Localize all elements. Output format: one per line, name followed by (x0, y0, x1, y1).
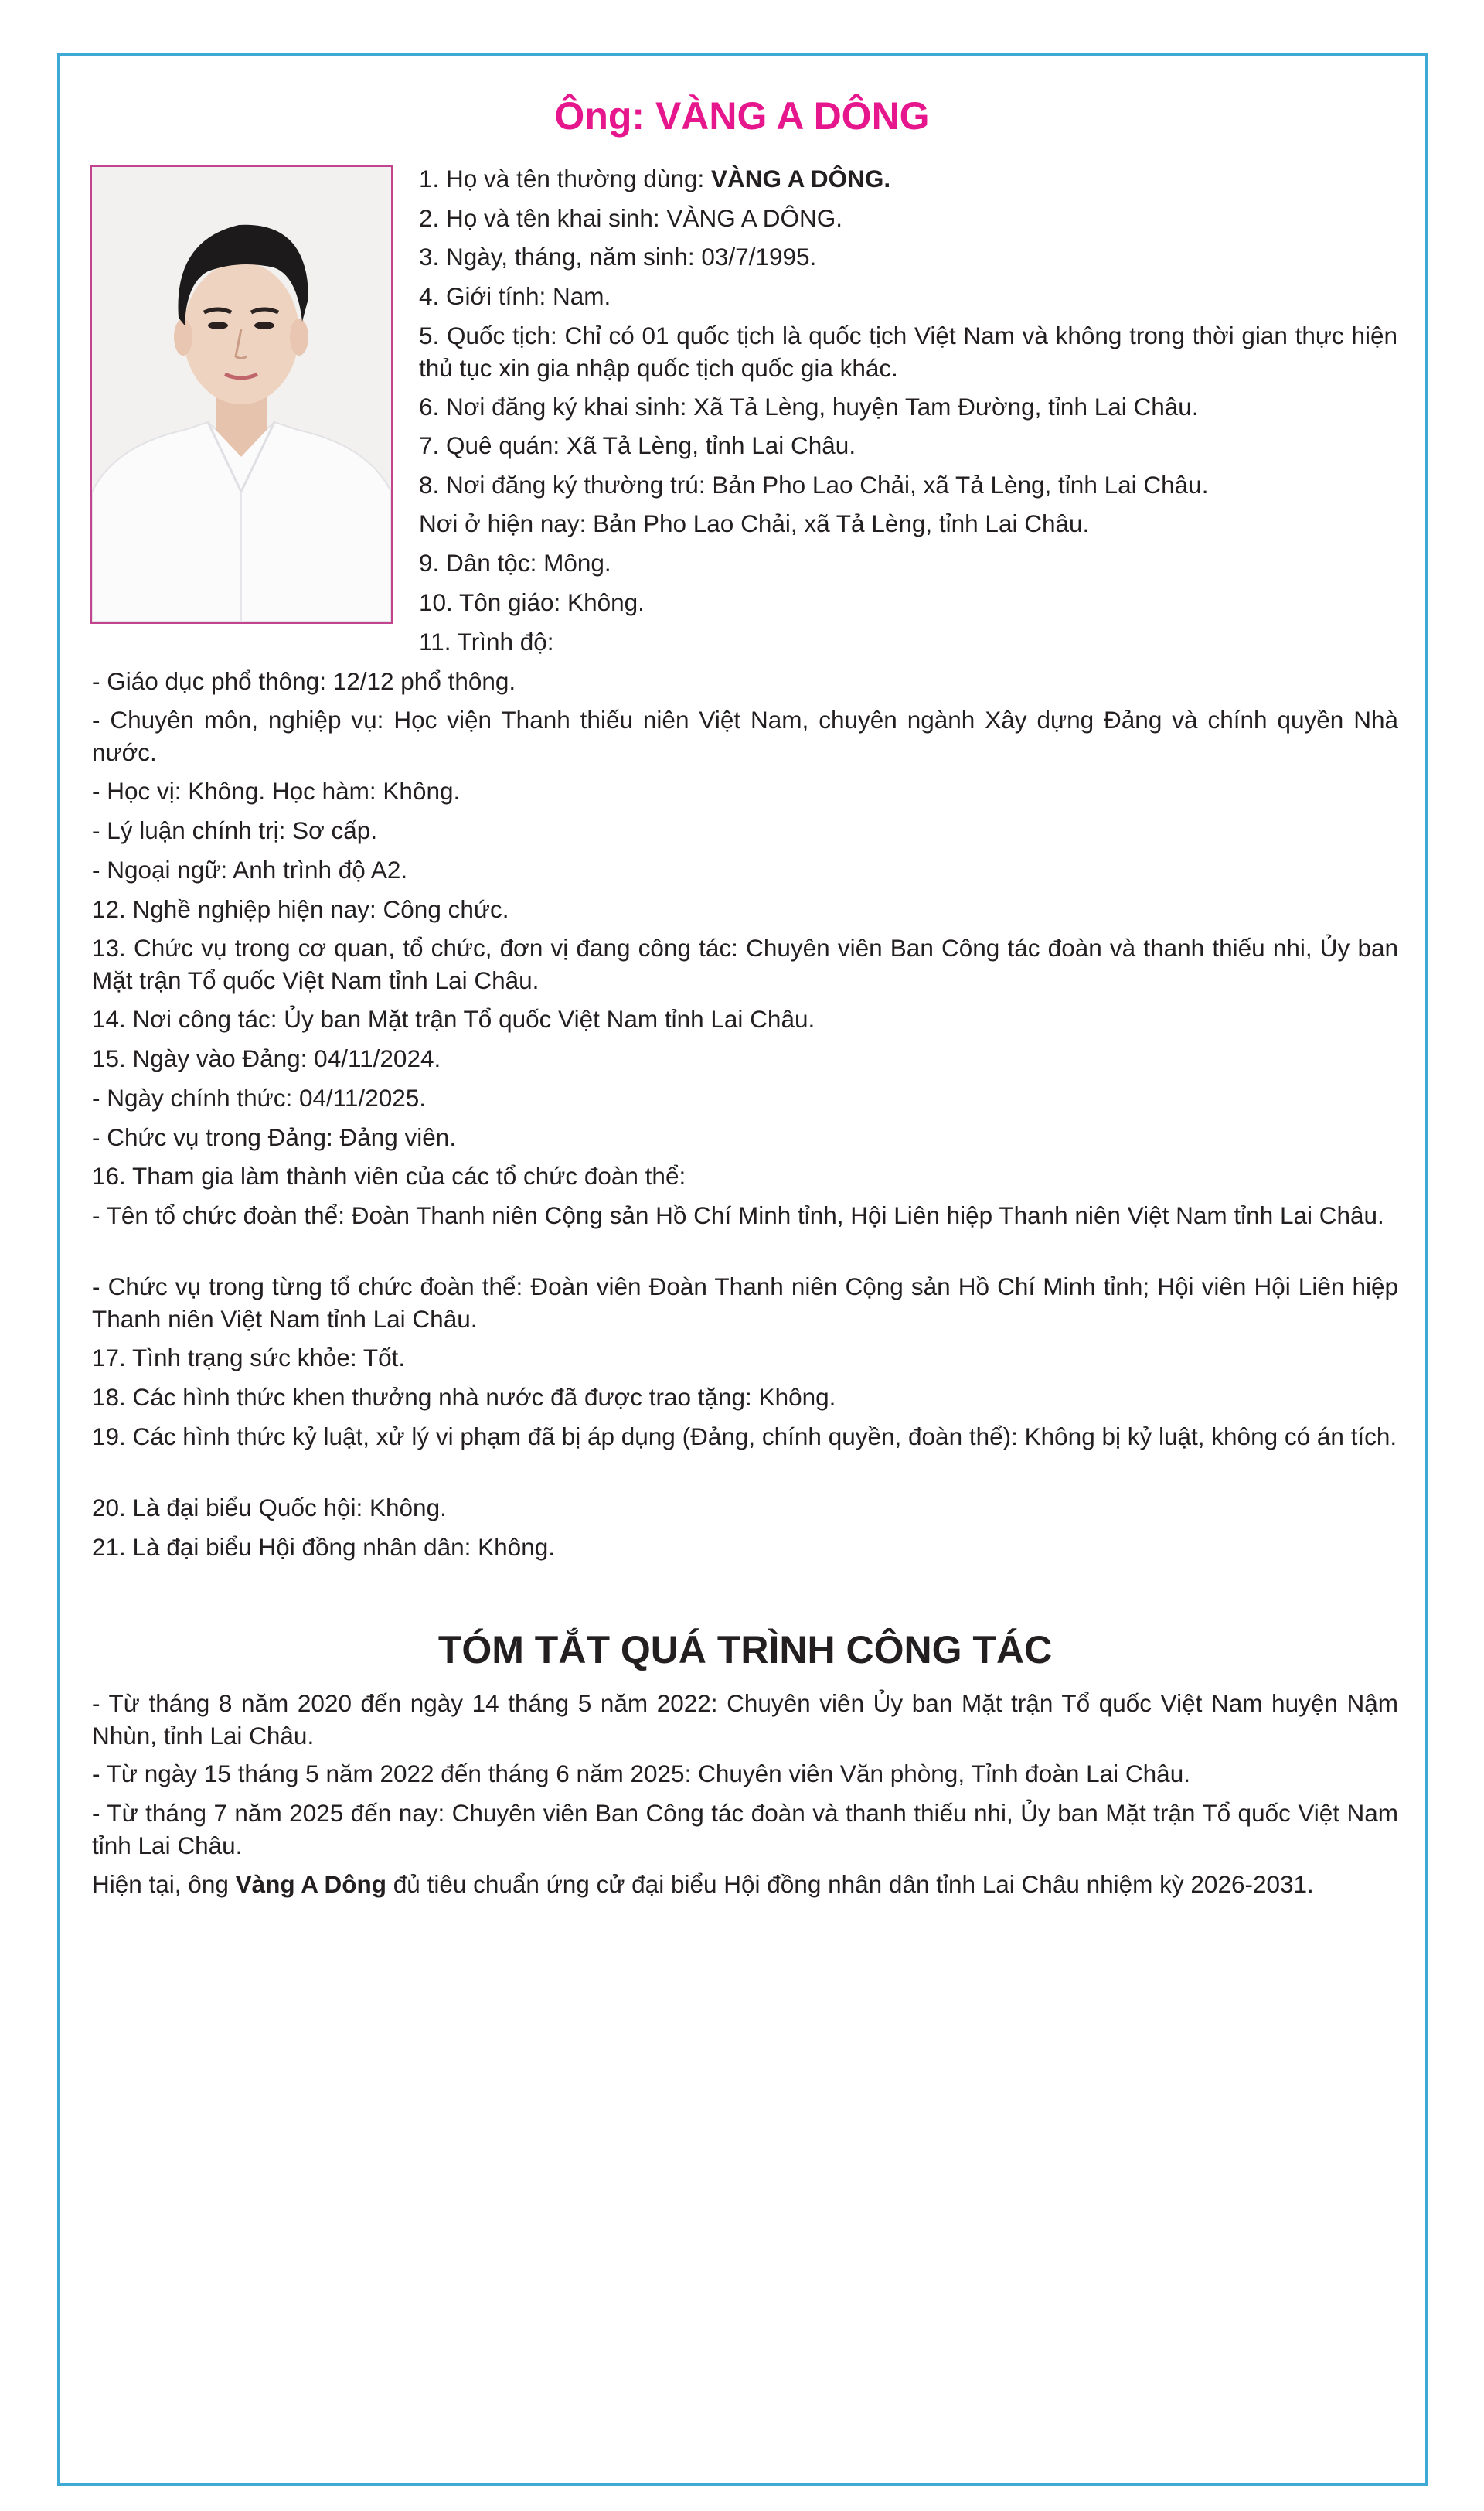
info-line-13: 13. Chức vụ trong cơ quan, tổ chức, đơn vị đang công tác: Chuyên viên Ban Công tác đoàn và thanh thiếu nhi, Ủy ban Mặt trận Tổ quốc Việt Nam tỉnh Lai Châu. (92, 934, 1398, 994)
info-line-9: 9. Dân tộc: Mông. (419, 549, 611, 577)
info-line-15c: - Chức vụ trong Đảng: Đảng viên. (92, 1123, 457, 1151)
info-line-2: 2. Họ và tên khai sinh: VÀNG A DÔNG. (419, 204, 842, 232)
info-line-16a: - Tên tổ chức đoàn thể: Đoàn Thanh niên Cộng sản Hồ Chí Minh tỉnh, Hội Liên hiệp Thanh niên Việt Nam tỉnh Lai Châu. (92, 1201, 1384, 1229)
info-line-11a: - Giáo dục phổ thông: 12/12 phổ thông. (92, 667, 516, 695)
summary-conclusion (92, 1868, 1398, 1900)
conclusion-suffix: đủ tiêu chuẩn ứng cử đại biểu Hội đồng nhân dân tỉnh Lai Châu nhiệm kỳ 2026-2031. (386, 1870, 1314, 1898)
info-line-4: 4. Giới tính: Nam. (419, 282, 611, 310)
info-line-1 (419, 162, 1397, 195)
info-line-15: 15. Ngày vào Đảng: 04/11/2024. (92, 1044, 441, 1072)
info-line-19: 19. Các hình thức kỷ luật, xử lý vi phạm đã bị áp dụng (Đảng, chính quyền, đoàn thể): Không bị kỷ luật, không có án tích. (92, 1422, 1397, 1450)
info-line-20: 20. Là đại biểu Quốc hội: Không. (92, 1494, 447, 1521)
info-line-10: 10. Tôn giáo: Không. (419, 588, 645, 616)
info-line-11c: - Học vị: Không. Học hàm: Không. (92, 777, 461, 805)
info-line-11d: - Lý luận chính trị: Sơ cấp. (92, 816, 378, 844)
info-line-16b: - Chức vụ trong từng tổ chức đoàn thể: Đoàn viên Đoàn Thanh niên Cộng sản Hồ Chí Minh tỉnh; Hội viên Hội Liên hiệp Thanh niên Việt Nam tỉnh Lai Châu. (92, 1273, 1398, 1333)
summary-item-1: - Từ tháng 8 năm 2020 đến ngày 14 tháng 5 năm 2022: Chuyên viên Ủy ban Mặt trận Tổ quốc Việt Nam huyện Nậm Nhùn, tỉnh Lai Châu. (92, 1689, 1398, 1750)
info-line-21: 21. Là đại biểu Hội đồng nhân dân: Không. (92, 1533, 555, 1561)
info-line-18: 18. Các hình thức khen thưởng nhà nước đã được trao tặng: Không. (92, 1383, 836, 1411)
info-line-15b: - Ngày chính thức: 04/11/2025. (92, 1084, 427, 1112)
info-line-11e: - Ngoại ngữ: Anh trình độ A2. (92, 856, 408, 884)
summary-item-2: - Từ ngày 15 tháng 5 năm 2022 đến tháng 6 năm 2025: Chuyên viên Văn phòng, Tỉnh đoàn Lai Châu. (92, 1760, 1190, 1787)
info-line-6: 6. Nơi đăng ký khai sinh: Xã Tả Lèng, huyện Tam Đường, tỉnh Lai Châu. (419, 393, 1199, 421)
info-line-14: 14. Nơi công tác: Ủy ban Mặt trận Tổ quốc Việt Nam tỉnh Lai Châu. (92, 1005, 815, 1033)
common-name-value: VÀNG A DÔNG. (711, 165, 891, 192)
candidate-name-bold: Vàng A Dông (235, 1870, 387, 1898)
info-line-16: 16. Tham gia làm thành viên của các tổ chức đoàn thể: (92, 1162, 686, 1190)
info-line-3: 3. Ngày, tháng, năm sinh: 03/7/1995. (419, 243, 817, 271)
info-line-11: 11. Trình độ: (419, 628, 554, 656)
summary-heading: TÓM TẮT QUÁ TRÌNH CÔNG TÁC (437, 1628, 1053, 1671)
portrait-image (92, 167, 391, 622)
info-label: 1. Họ và tên thường dùng: (419, 165, 711, 192)
summary-item-3: - Từ tháng 7 năm 2025 đến nay: Chuyên viên Ban Công tác đoàn và thanh thiếu nhi, Ủy ban Mặt trận Tổ quốc Việt Nam tỉnh Lai Châu. (92, 1799, 1398, 1859)
info-line-7: 7. Quê quán: Xã Tả Lèng, tỉnh Lai Châu. (419, 431, 856, 459)
info-line-11b: - Chuyên môn, nghiệp vụ: Học viện Thanh thiếu niên Việt Nam, chuyên ngành Xây dựng Đảng và chính quyền Nhà nước. (92, 706, 1398, 766)
info-line-8: 8. Nơi đăng ký thường trú: Bản Pho Lao Chải, xã Tả Lèng, tỉnh Lai Châu. (419, 471, 1209, 499)
info-line-8b: Nơi ở hiện nay: Bản Pho Lao Chải, xã Tả Lèng, tỉnh Lai Châu. (419, 509, 1090, 537)
info-line-5: 5. Quốc tịch: Chỉ có 01 quốc tịch là quốc tịch Việt Nam và không trong thời gian thực hiện thủ tục xin gia nhập quốc tịch quốc gia khác. (419, 322, 1397, 382)
info-line-17: 17. Tình trạng sức khỏe: Tốt. (92, 1344, 406, 1371)
candidate-photo (90, 165, 393, 624)
page-title: Ông: VÀNG A DÔNG (554, 94, 930, 138)
conclusion-prefix: Hiện tại, ông (92, 1870, 236, 1898)
info-line-12: 12. Nghề nghiệp hiện nay: Công chức. (92, 895, 509, 923)
